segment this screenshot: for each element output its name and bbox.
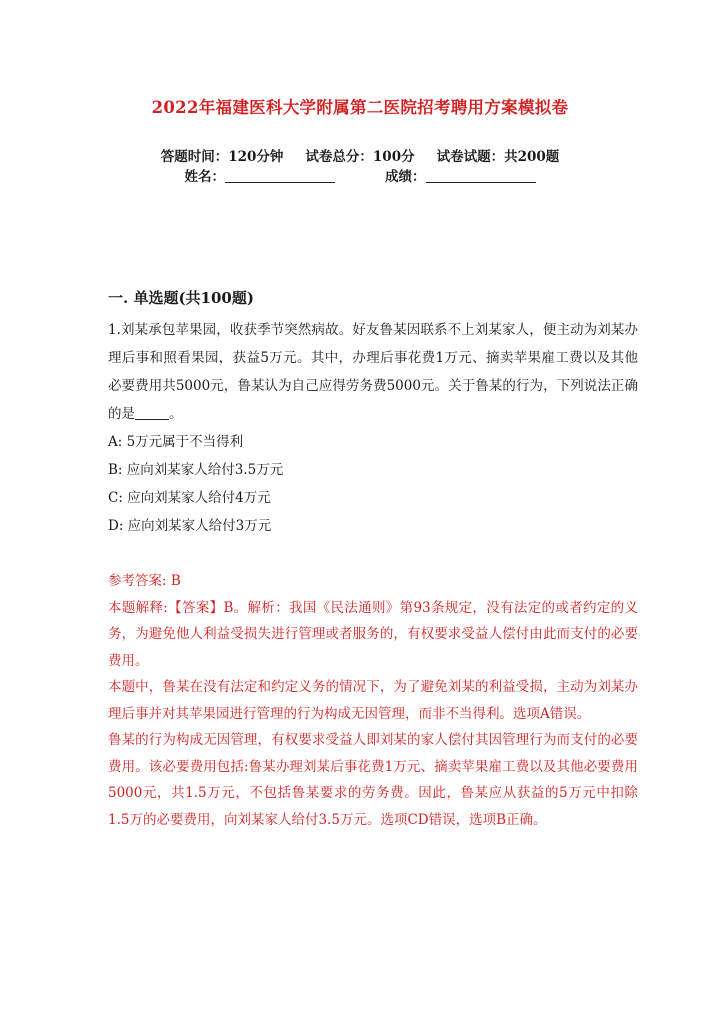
option-d: D: 应向刘某家人给付3万元 bbox=[108, 518, 272, 534]
question-stem-text: 1.刘某承包苹果园，收获季节突然病故。好友鲁某因联系不上刘某家人，便主动为刘某办理后事和照看果园，获益5万元。其中，办理后事花费1万元、摘卖苹果雇工费以及其他必要费用共5000元，鲁某认为自己应得劳务费5000元。关于鲁某的行为，下列说法正确的是 bbox=[108, 322, 638, 422]
exam-question-count: 试卷试题：共200题 bbox=[436, 149, 560, 165]
reference-answer: 参考答案: B bbox=[108, 573, 181, 589]
section-heading: 一. 单选题(共100题) bbox=[108, 289, 254, 307]
score-label: 成绩： bbox=[385, 169, 426, 185]
score-blank bbox=[426, 168, 536, 183]
name-label: 姓名： bbox=[184, 169, 225, 185]
question-stem bbox=[108, 316, 638, 428]
option-a: A: 5万元属于不当得利 bbox=[108, 434, 244, 450]
name-blank bbox=[225, 168, 335, 183]
exam-meta-row bbox=[0, 145, 720, 165]
explanation-paragraph-2: 本题中，鲁某在没有法定和约定义务的情况下，为了避免刘某的利益受损，主动为刘某办理后事并对其苹果园进行管理的行为构成无因管理，而非不当得利。选项A错误。 bbox=[108, 679, 638, 722]
exam-title: 2022年福建医科大学附属第二医院招考聘用方案模拟卷 bbox=[151, 98, 569, 117]
answer-block bbox=[108, 568, 638, 833]
question-stem-end: 。 bbox=[169, 406, 183, 422]
option-b: B: 应向刘某家人给付3.5万元 bbox=[108, 462, 284, 478]
question-options bbox=[108, 428, 638, 540]
exam-total-score: 试卷总分：100分 bbox=[305, 149, 415, 165]
explanation-paragraph-1: 本题解释:【答案】B。解析：我国《民法通则》第93条规定，没有法定的或者约定的义务，为避免他人利益受损失进行管理或者服务的，有权要求受益人偿付由此而支付的必要费用。 bbox=[108, 599, 638, 669]
explanation-paragraph-3: 鲁某的行为构成无因管理，有权要求受益人即刘某的家人偿付其因管理行为而支付的必要费用。该必要费用包括:鲁某办理刘某后事花费1万元、摘卖苹果雇工费以及其他必要费用5000元，共1.5万元，不包括鲁某要求的劳务费。因此，鲁某应从获益的5万元中扣除1.5万的必要费用，向刘某家人给付3.5万元。选项CD错误，选项B正确。 bbox=[108, 732, 638, 828]
exam-time: 答题时间：120分钟 bbox=[160, 149, 284, 165]
exam-name-score-row bbox=[0, 165, 720, 185]
question-blank bbox=[135, 405, 169, 420]
option-c: C: 应向刘某家人给付4万元 bbox=[108, 490, 271, 506]
